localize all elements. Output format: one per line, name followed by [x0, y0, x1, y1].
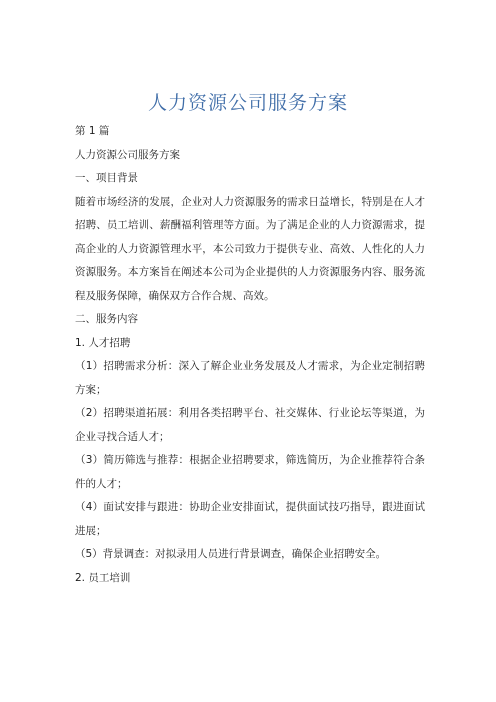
document-body	[75, 120, 425, 590]
background-paragraph: 随着市场经济的发展，企业对人力资源服务的需求日益增长，特别是在人才招聘、员工培训、薪酬福利管理等方面。为了满足企业的人力资源需求，提高企业的人力资源管理水平，本公司致力于提供专业、高效、人性化的人力资源服务。本方案旨在阐述本公司为企业提供的人力资源服务内容、服务流程及服务保障，确保双方合作合规、高效。	[75, 195, 425, 302]
subtitle: 人力资源公司服务方案	[75, 148, 180, 161]
section-heading-services: 二、服务内容	[75, 313, 138, 325]
list-item: （3）简历筛选与推荐：根据企业招聘要求，筛选简历，为企业推荐符合条件的人才；	[75, 454, 425, 490]
list-item: （5）背景调查：对拟录用人员进行背景调查，确保企业招聘安全。	[75, 548, 387, 560]
subsection-heading-recruitment: 1. 人才招聘	[75, 336, 131, 349]
subsection-heading-training: 2. 员工培训	[75, 571, 131, 584]
part-label: 第 1 篇	[75, 125, 110, 137]
list-item: （4）面试安排与跟进：协助企业安排面试，提供面试技巧指导，跟进面试进展；	[75, 501, 425, 537]
document-title: 人力资源公司服务方案	[147, 92, 348, 114]
section-heading-background: 一、项目背景	[75, 172, 138, 184]
list-item: （2）招聘渠道拓展：利用各类招聘平台、社交媒体、行业论坛等渠道，为企业寻找合适人才；	[75, 407, 425, 443]
list-item: （1）招聘需求分析：深入了解企业业务发展及人才需求，为企业定制招聘方案；	[75, 360, 425, 396]
